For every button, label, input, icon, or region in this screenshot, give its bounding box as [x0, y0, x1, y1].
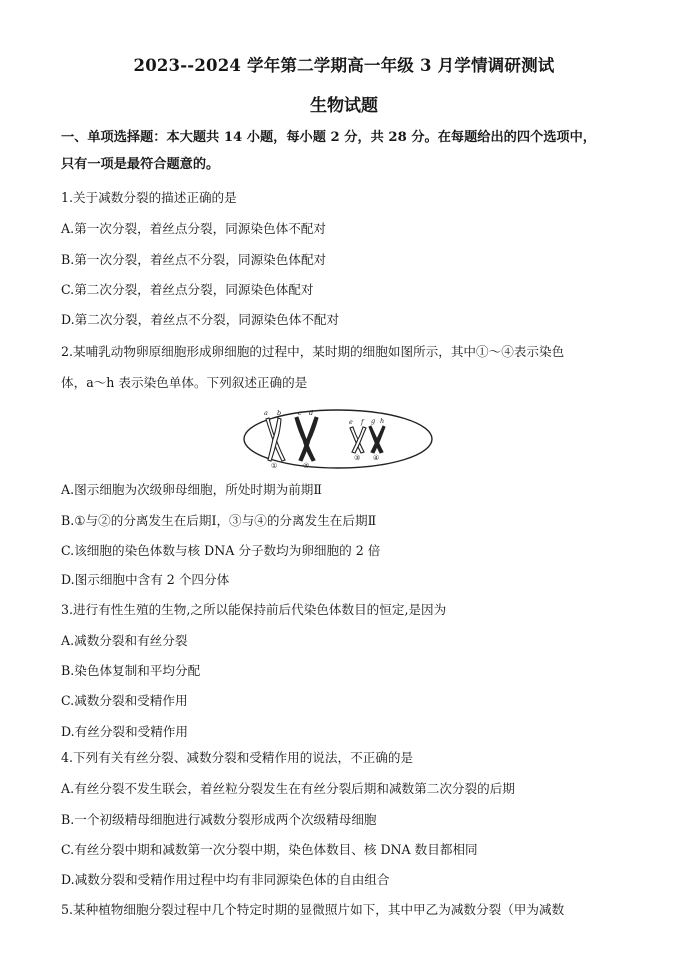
question-5-stem: 5.某种植物细胞分裂过程中几个特定时期的显微照片如下，其中甲乙为减数分裂（甲为减数 [61, 902, 565, 917]
label-chromosome-4: ④ [373, 454, 380, 462]
cell-figure [242, 408, 434, 470]
question-1-option-b: B.第一次分裂，着丝点不分裂，同源染色体配对 [61, 252, 327, 267]
label-chromosome-2: ② [303, 462, 310, 470]
question-2-option-d: D.图示细胞中含有 2 个四分体 [61, 572, 230, 587]
question-2-stem: 2.某哺乳动物卵原细胞形成卵细胞的过程中，某时期的细胞如图所示，其中①～④表示染色 [61, 344, 565, 359]
subject-title: 生物试题 [310, 96, 378, 116]
label-chromatid-c: c [298, 409, 302, 417]
question-3-option-a: A.减数分裂和有丝分裂 [61, 633, 188, 648]
label-chromatid-d: d [309, 409, 314, 417]
question-4-option-b: B.一个初级精母细胞进行减数分裂形成两个次级精母细胞 [61, 812, 377, 827]
question-1-stem: 1.关于减数分裂的描述正确的是 [61, 190, 237, 205]
question-3-option-c: C.减数分裂和受精作用 [61, 693, 188, 708]
label-chromatid-b: b [277, 409, 282, 417]
question-1-option-c: C.第二次分裂，着丝点分裂，同源染色体配对 [61, 282, 314, 297]
label-chromatid-h: h [380, 417, 385, 425]
chromosome-4 [369, 426, 385, 453]
chromosome-2 [295, 417, 318, 461]
question-2-stem-cont: 体，a～h 表示染色单体。下列叙述正确的是 [61, 375, 308, 390]
label-chromatid-e: e [349, 418, 353, 426]
question-4-stem: 4.下列有关有丝分裂、减数分裂和受精作用的说法，不正确的是 [61, 750, 414, 765]
label-chromatid-g: g [371, 417, 376, 425]
question-3-stem: 3.进行有性生殖的生物,之所以能保持前后代染色体数目的恒定,是因为 [61, 602, 447, 617]
chromosome-3 [350, 427, 366, 453]
page-title: 2023--2024 学年第二学期高一年级 3 月学情调研测试 [133, 56, 555, 75]
question-2-option-a: A.图示细胞为次级卵母细胞，所处时期为前期Ⅱ [61, 482, 322, 497]
question-1-option-d: D.第二次分裂，着丝点不分裂，同源染色体不配对 [61, 312, 340, 327]
question-2-option-b: B.①与②的分离发生在后期Ⅰ，③与④的分离发生在后期Ⅱ [61, 513, 377, 528]
chromosome-1 [266, 418, 285, 461]
label-chromatid-f: f [361, 418, 364, 426]
label-chromosome-3: ③ [354, 454, 361, 462]
question-4-option-c: C.有丝分裂中期和减数第一次分裂中期，染色体数目、核 DNA 数目都相同 [61, 842, 478, 857]
question-4-option-a: A.有丝分裂不发生联会，着丝粒分裂发生在有丝分裂后期和减数第二次分裂的后期 [61, 781, 515, 796]
question-3-option-b: B.染色体复制和平均分配 [61, 663, 201, 678]
section-instruction: 一、单项选择题：本大题共 14 小题，每小题 2 分，共 28 分。在每题给出的四个选项中， [61, 130, 596, 145]
question-2-option-c: C.该细胞的染色体数与核 DNA 分子数均为卵细胞的 2 倍 [61, 543, 381, 558]
section-instruction-cont: 只有一项是最符合题意的。 [61, 157, 220, 172]
question-3-option-d: D.有丝分裂和受精作用 [61, 724, 188, 739]
question-4-option-d: D.减数分裂和受精作用过程中均有非同源染色体的自由组合 [61, 872, 390, 887]
question-1-option-a: A.第一次分裂，着丝点分裂，同源染色体不配对 [61, 221, 326, 236]
label-chromosome-1: ① [271, 462, 278, 470]
label-chromatid-a: a [264, 409, 268, 417]
